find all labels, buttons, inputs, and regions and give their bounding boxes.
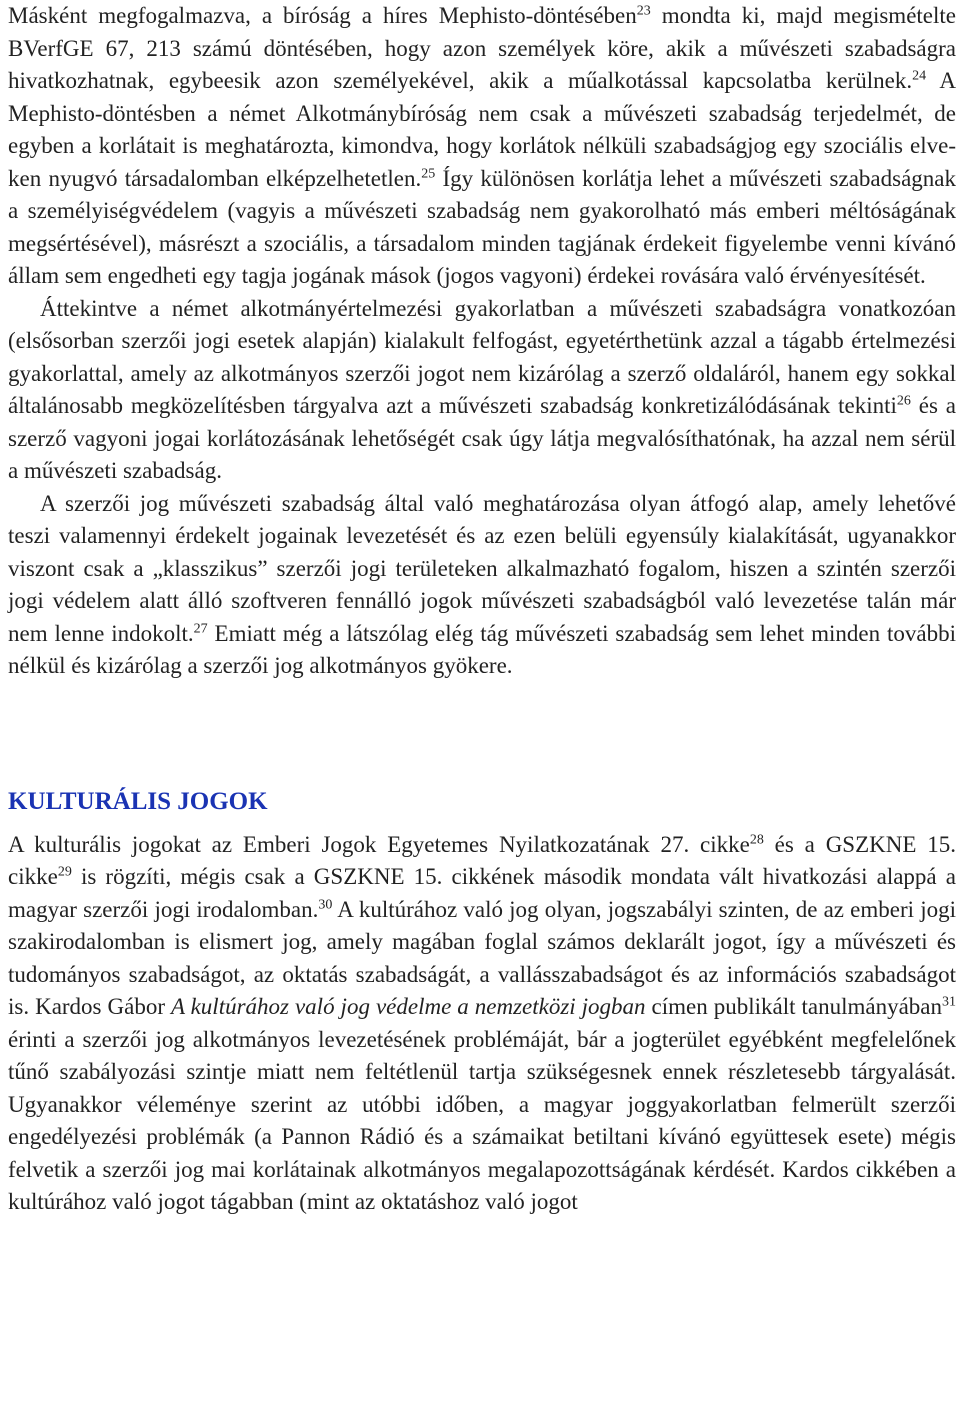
footnote-ref-27[interactable]: 27 — [193, 620, 208, 636]
footnote-ref-28[interactable]: 28 — [749, 831, 764, 847]
footnote-ref-29[interactable]: 29 — [57, 864, 72, 880]
footnote-ref-31[interactable]: 31 — [942, 994, 956, 1010]
paragraph-overview — [8, 293, 956, 488]
paragraph-text: mondta ki, majd megismételte BVerfGE 67, 213 számú döntésében, hogy azon személyek köre, akik a művészeti szabadságra hivatkozhatnak, egybeesik azon személyekével, akik a műalkotással kapcsolatba kerülnek. — [8, 3, 956, 93]
cited-work-title: A kultúrához való jog védelme a nemzetközi jogban — [170, 994, 646, 1019]
paragraph-text: és a szerző vagyoni jogai korlátozásának lehetőségét csak úgy látja megvalósíthatónak, ha azzal nem sérül a művészeti szabadság. — [8, 393, 956, 483]
paragraph-text: Másként megfogalmazva, a bíróság a híres Mephisto-döntésében — [8, 3, 637, 28]
paragraph-copyright-basis — [8, 488, 956, 683]
paragraph-text: A szerzői jog művészeti szabadság által való meghatározása olyan átfogó alap, amely lehetővé teszi valamennyi érdekelt jogainak levezetését és az ezen belüli egyensúly kialakítását, ugyanakkor viszont csak a „klasszikus” szerzői jogi területeken alkalmazható fogalom, hiszen a szintén szerzői jogi védelem alatt álló szoftveren fennálló jogok művészeti szabadságból való levezetése talán már nem lenne indokolt. — [8, 490, 956, 646]
section-heading: KULTURÁLIS JOGOK — [8, 787, 268, 815]
paragraph-text: Emiatt még a látszólag elég tág művészeti szabadság sem lehet minden további nélkül és kizárólag a szerzői jog alkotmányos gyökere. — [8, 620, 956, 678]
footnote-ref-23[interactable]: 23 — [636, 3, 651, 19]
paragraph-text: A Mephisto-döntésben a német Alkotmánybíróság nem csak a művészeti szabadság terjedelmét, de egyben a korlátait is meghatározta, kimondva, hogy korlátok nélküli szabadságjog egy szociális elveken nyugvó társadalomban elképzelhetetlen. — [8, 68, 956, 191]
paragraph-text: is rögzíti, mégis csak a GSZKNE 15. cikkének második mondata vált hivatkozási alappá a magyar szerzői jogi irodalomban. — [8, 864, 956, 922]
paragraph-text: Áttekintve a német alkotmányértelmezési gyakorlatban a művészeti szabadságra vonatkozóan (elsősorban szerzői jogi esetek alapján) kialakult felfogást, egyetérthetünk azzal a tágabb értelmezési gyakorlattal, amely az alkotmányos szerzői jogot nem kizárólag a szerző oldaláról, hanem egy sokkal általánosabb megközelítésben tárgyalva azt a művészeti szabadság konkretizálódásának tekinti — [8, 295, 956, 418]
footnote-ref-25[interactable]: 25 — [421, 165, 436, 181]
paragraph-cultural-rights — [8, 829, 956, 1219]
paragraph-text: érinti a szerzői jog alkotmányos levezetésének problémáját, bár a jogterület egyébként megfelelőnek tűnő szabályozási szintje miatt nem feltétlenül tartja szükségesnek ennek részletesebb tárgyalását. Ugyanakkor véleménye szerint az utóbbi időben, a magyar joggyakorlatban felmerült szerzői engedélyezési problémák (a Pannon Rádió és a számaikat betiltani kívánó együttesek esete) mégis felvetik a szerzői jog mai korlátainak alkotmányos megalapozottságának kérdését. Kardos cikkében a kultúrához való jogot tágabban (mint az oktatáshoz való jogot — [8, 1026, 956, 1214]
document-page — [8, 0, 956, 1219]
paragraph-text: A kultúrához való jog olyan, jogszabályi szinten, de az emberi jogi szakirodalomban is elismert jog, amely magában foglal számos deklarált jogot, így a művészeti és tudományos szabadságot, az oktatás szabadságát, a vallásszabadságot és az információs szabadságot is. Kardos Gábor — [8, 896, 956, 1019]
footnote-ref-24[interactable]: 24 — [912, 68, 927, 84]
paragraph-text: címen publikált tanulmányában — [645, 994, 942, 1019]
paragraph-mephisto — [8, 0, 956, 293]
paragraph-text: A kulturális jogokat az Emberi Jogok Egyetemes Nyilatkozatának 27. cikke — [8, 831, 750, 857]
paragraph-text: és a GSZKNE 15. cikke — [8, 831, 956, 889]
paragraph-text: Így különösen korlátja lehet a művészeti szabadságnak a személyiségvédelem (vagyis a művészeti szabadság nem gyakorolható más emberi méltóságának megsértésével), másrészt a szociális, a társadalom minden tagjának érdekeit figyelembe venni kívánó állam sem engedheti egy tagja jogának mások (jogos vagyoni) érdekei rovására való érvényesítését. — [8, 165, 957, 288]
footnote-ref-30[interactable]: 30 — [318, 896, 333, 912]
footnote-ref-26[interactable]: 26 — [896, 393, 911, 409]
